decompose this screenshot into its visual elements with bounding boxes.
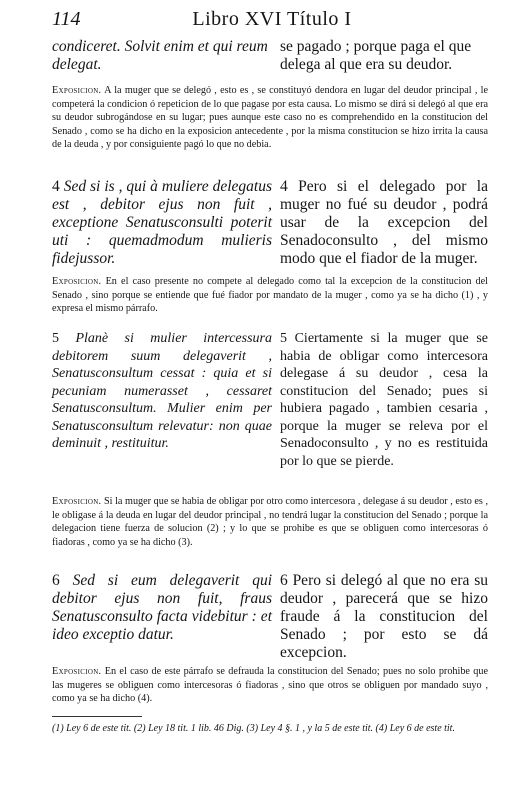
footnotes: (1) Ley 6 de este tit. (2) Ley 18 tit. 1 lib. 46 Dig. (3) Ley 4 §. 1 , y la 5 de este tit. (4) Ley 6 de este tit.	[52, 723, 455, 734]
running-head: Libro XVI Título I	[192, 8, 352, 30]
spanish-text: Pero si el delegado por la muger no fué su deudor , podrá usar de la excepcion del Senadoconsulto , del mismo modo que el fiador de la muger.	[280, 178, 488, 267]
spanish-text: Ciertamente si la muger que se habia de obligar como intercesora delegase á su deudor , cesa la constitucion del Senado; pues si hubiera pagado , tambien cesaria , porque la muger se releva por el Senadoconsulto , y no es restituida por lo que se pierde.	[280, 331, 489, 469]
latin-text: Sed si eum delegaverit qui debitor ejus non fuit, fraus Senatusconsulto facta videbitur : et ideo exceptio datur.	[52, 572, 272, 643]
exposicion-text: En el caso de este párrafo se defrauda la constitucion del Senado; pues no solo prohibe que las mugeres se obliguen como intercesoras ó fiadoras , sino que otros se obliguen por mandado suyo , como ya se ha dicho (4).	[52, 666, 489, 705]
spanish-text: Pero si delegó al que no era su deudor , parecerá que se hizo fraude á la constitucion del Senado ; por esto se dá excepcion.	[280, 572, 489, 661]
exposicion-paragraph	[52, 495, 488, 549]
footnote-rule	[52, 716, 142, 717]
section-number: 4	[52, 178, 60, 195]
spanish-text-continuation: se pagado ; porque paga el que delega al que era su deudor.	[280, 38, 472, 73]
latin-text-continuation: condiceret. Solvit enim et qui reum delegat.	[52, 38, 268, 73]
exposicion-paragraph	[52, 665, 488, 706]
section-number: 6	[52, 572, 60, 589]
latin-section-5	[52, 330, 272, 453]
latin-text: Sed si is , qui à muliere delegatus est , debitor ejus non fuit , exceptione Senatusconsulti poterit uti : quemadmodum mulieris fidejussor.	[52, 178, 272, 267]
latin-text: Planè si mulier intercessura debitorem suum delegaverit , Senatusconsultum cessat : quia et si pecuniam numerasset , cessaret Senatusconsultum. Mulier enim per Senatusconsultum relevatur: non quae deminuit , restituitur.	[52, 331, 272, 451]
latin-section-6	[52, 572, 272, 644]
exposicion-text: Si la muger que se habia de obligar por otro como intercesora , delegase á su deudor , esto es , le obligase á la deuda en lugar del deudor principal , no tendrá lugar la constitucion del Senado ; porque la delegacion tiene fuerza de solucion (2) ; y lo que se prohibe es que se obliguen como intercesoras ó fiadoras , como ya se ha dicho (3).	[52, 496, 489, 548]
exposicion-paragraph	[52, 275, 488, 316]
section-number: 5	[280, 331, 287, 346]
exposicion-label: Exposicion.	[52, 496, 102, 507]
exposicion-text: En el caso presente no compete al delegado como tal la excepcion de la constitucion del Senado , sino porque se entiende que fué fiador por mandato de la muger , como ya se ha dicho (1) , y expresa el mismo párrafo.	[52, 276, 489, 315]
section-number: 4	[280, 178, 288, 195]
page-number: 114	[52, 8, 81, 30]
section-number: 5	[52, 331, 59, 346]
exposicion-text: A la muger que se delegó , esto es , se constituyó dendora en lugar del deudor principal , le competerá la condicion ó repeticion de lo que pagase por esta causa. Lo mismo se dirá si delegó al que era su deudor subrogándose en su lugar; pues aunque este caso no es comprehendido en la constitucion del Senado , como se ha dicho en la exposicion antecedente , por la misma constitucion se hizo irrita la causa de la deuda , y por consiguiente pagó lo que no debia.	[52, 85, 488, 151]
latin-section-4	[52, 178, 272, 268]
exposicion-label: Exposicion.	[52, 276, 102, 287]
exposicion-paragraph	[52, 84, 488, 152]
exposicion-label: Exposicion.	[52, 85, 102, 96]
section-number: 6	[280, 572, 288, 589]
spanish-section-4	[280, 178, 488, 268]
exposicion-label: Exposicion.	[52, 666, 102, 677]
page-header	[52, 8, 492, 32]
spanish-section-5	[280, 330, 488, 470]
spanish-section-6	[280, 572, 488, 662]
